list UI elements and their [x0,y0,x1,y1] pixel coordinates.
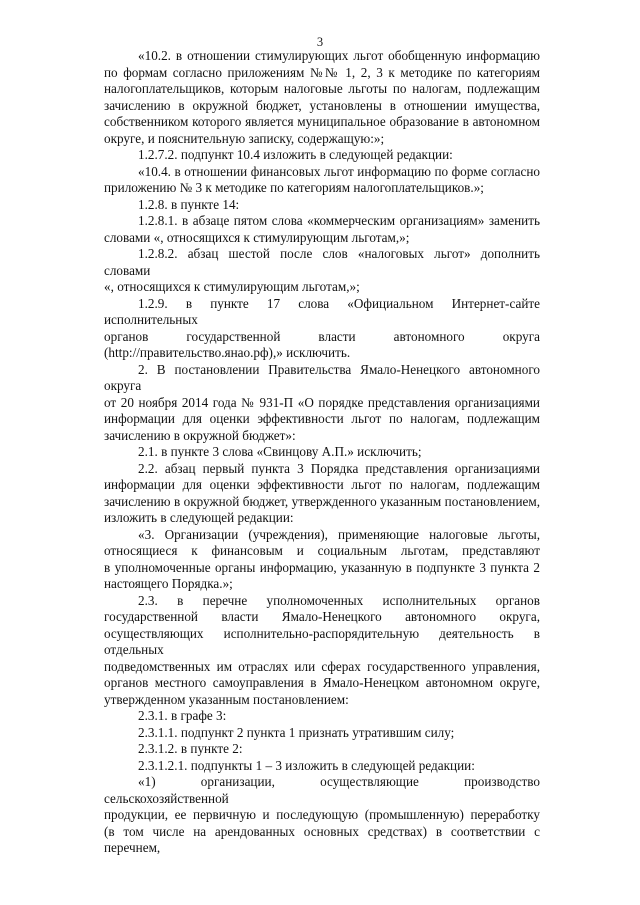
text-line: от 20 ноября 2014 года № 931-П «О порядке представления организациями [104,394,540,410]
text-line: настоящего Порядка.»; [104,576,233,591]
text-line: «10.4. в отношении финансовых льгот информацию по форме согласно [138,163,540,179]
text-line: 2.3.1.2.1. подпункты 1 – 3 изложить в следующей редакции: [138,757,475,773]
paragraph [104,725,540,742]
text-line: 2.3.1. в графе 3: [138,708,227,723]
text-line: по формам согласно приложениям №№ 1, 2, 3 к методике по категориям [104,64,540,80]
paragraph [104,213,540,246]
text-line: округе, и пояснительную записку, содержащую:»; [104,130,385,146]
paragraph [104,527,540,593]
text-line: «10.2. в отношении стимулирующих льгот обобщенную информацию [138,48,540,63]
text-line: государственной власти Ямало-Ненецкого автономного округа, [104,609,540,624]
text-line: «, относящихся к стимулирующим льготам,»; [104,279,360,294]
text-line: (в том числе на арендованных основных средствах) в соответствии с перечнем, [104,823,540,855]
paragraph [104,296,540,362]
text-line: относящиеся к финансовым и социальным льготам, представляют [104,543,540,558]
text-line: утвержденном указанным постановлением: [104,691,349,707]
text-line: осуществляющих исполнительно-распорядительную деятельность в отдельных [104,625,540,657]
text-line: словами «, относящихся к стимулирующим льготам,»; [104,229,410,245]
paragraph [104,758,540,775]
text-line: подведомственных им отраслях или сферах государственного управления, [104,658,540,674]
paragraph [104,147,540,164]
paragraph [104,444,540,461]
text-line: 1.2.7.2. подпункт 10.4 изложить в следующей редакции: [138,147,453,162]
page-number: 3 [316,35,324,49]
text-line: 2.1. в пункте 3 слова «Свинцову А.П.» исключить; [138,444,422,459]
text-line: 1.2.8.1. в абзаце пятом слова «коммерческим организациям» заменить [138,213,540,228]
paragraph [104,48,540,147]
text-line: 2.2. абзац первый пункта 3 Порядка представления организациями [138,460,540,476]
text-line: 1.2.8.2. абзац шестой после слов «налоговых льгот» дополнить словами [104,246,540,278]
text-line: (http://правительство.янао.рф),» исключить. [104,345,351,360]
text-line: приложению № 3 к методике по категориям налогоплательщиков.»; [104,180,484,195]
document-body [104,48,540,857]
text-line: 2. В постановлении Правительства Ямало-Ненецкого автономного округа [104,361,540,393]
paragraph [104,164,540,197]
paragraph [104,246,540,296]
text-line: 2.3.1.1. подпункт 2 пункта 1 признать утратившим силу; [138,724,455,740]
text-line: информации для оценки эффективности льгот по налогам, подлежащим [104,477,540,492]
text-line: зачислению в окружной бюджет, установлены в отношении имущества, [104,97,540,113]
paragraph [104,593,540,709]
paragraph [104,708,540,725]
text-line: «3. Организации (учреждения), применяющие налоговые льготы, [138,526,540,542]
text-line: органов местного самоуправления в Ямало-Ненецком автономном округе, [104,675,540,690]
text-line: зачислению в окружной бюджет, утвержденного указанным постановлением, [104,493,540,509]
text-line: налогоплательщиков, которым налоговые льготы по налогам, подлежащим [104,81,540,96]
text-line: 1.2.8. в пункте 14: [138,196,240,212]
text-line: продукции, ее первичную и последующую (промышленную) переработку [104,807,540,822]
text-line: зачислению в окружной бюджет»: [104,427,296,443]
paragraph [104,461,540,527]
text-line: информации для оценки эффективности льгот по налогам, подлежащим [104,411,540,426]
text-line: собственником которого является муниципальное образование в автономном [104,114,540,129]
text-line: органов государственной власти автономного округа [104,328,540,344]
text-line: 2.3. в перечне уполномоченных исполнительных органов [138,592,540,608]
text-line: «1) организации, осуществляющие производство сельскохозяйственной [104,774,540,806]
paragraph [104,362,540,445]
text-line: в уполномоченные органы информацию, указанную в подпункте 3 пункта 2 [104,559,540,575]
text-line: 1.2.9. в пункте 17 слова «Официальном Интернет-сайте исполнительных [104,295,540,327]
paragraph [104,197,540,214]
text-line: изложить в следующей редакции: [104,510,294,525]
paragraph [104,741,540,758]
text-line: 2.3.1.2. в пункте 2: [138,741,243,756]
paragraph [104,774,540,857]
